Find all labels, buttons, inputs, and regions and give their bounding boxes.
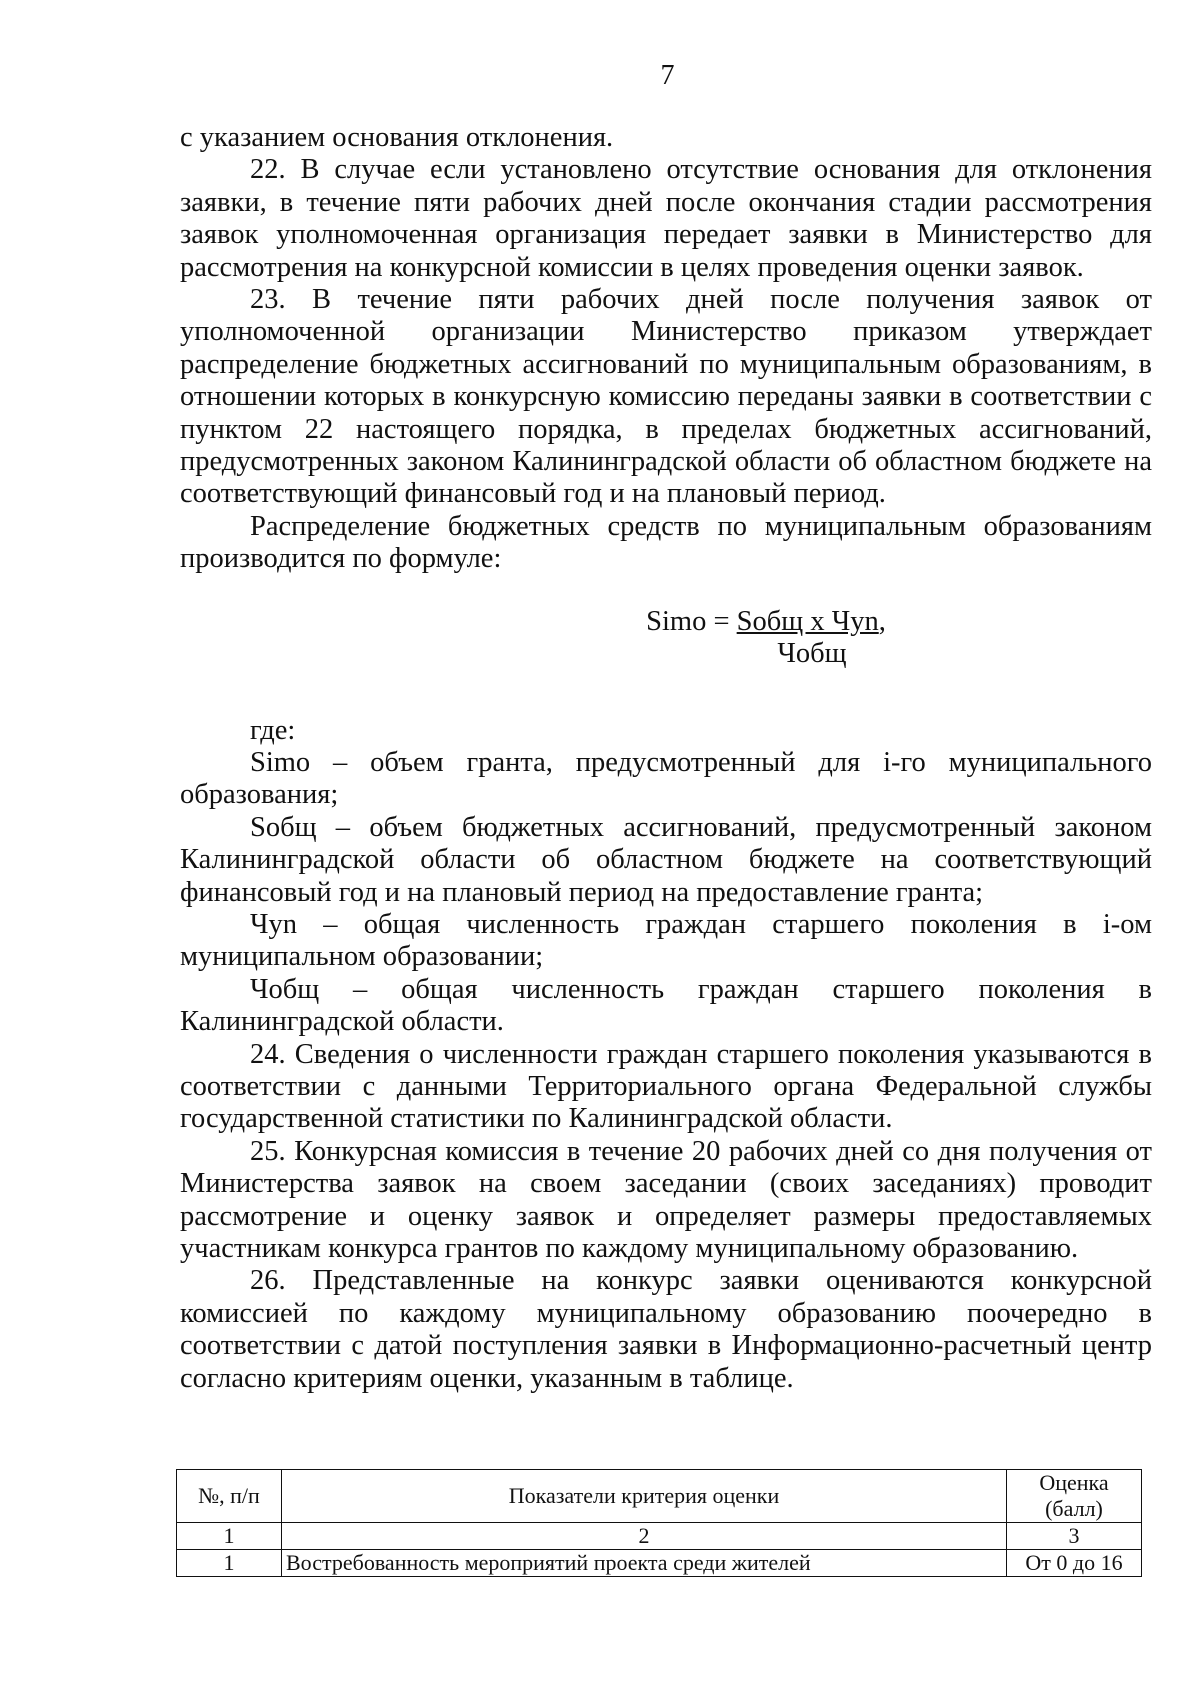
table-header-row xyxy=(177,1470,1142,1523)
page-number: 7 xyxy=(660,60,675,91)
header-score: Оценка (балл) xyxy=(1007,1470,1142,1523)
paragraph-25: 25. Конкурсная комиссия в течение 20 рабочих дней со дня получения от Министерства заявок на своем заседании (своих заседаниях) проводит рассмотрение и оценку заявок и определяет размеры предоставляемых участникам конкурса грантов по каждому муниципальному образованию. xyxy=(180,1135,1152,1264)
formula-top-line xyxy=(646,606,886,638)
paragraph-24: 24. Сведения о численности граждан старшего поколения указываются в соответствии с данными Территориального органа Федеральной службы государственной статистики по Калининградской области. xyxy=(180,1038,1152,1135)
definition-simo: Simo – объем гранта, предусмотренный для i-го муниципального образования; xyxy=(180,746,1152,811)
table-row xyxy=(177,1550,1142,1577)
row-criteria: Востребованность мероприятий проекта среди жителей xyxy=(282,1550,1007,1577)
row-number: 1 xyxy=(177,1550,282,1577)
criteria-table xyxy=(176,1469,1142,1577)
header-criteria: Показатели критерия оценки xyxy=(282,1470,1007,1523)
definition-sobsh: Sобщ – объем бюджетных ассигнований, предусмотренный законом Калининградской области об областном бюджете на соответствующий финансовый год и на плановый период на предоставление гранта; xyxy=(180,811,1152,908)
table-column-numbers-row xyxy=(177,1523,1142,1550)
paragraph-23: 23. В течение пяти рабочих дней после получения заявок от уполномоченной организации Министерство приказом утверждает распределение бюджетных ассигнований по муниципальным образованиям, в отношении которых в конкурсную комиссию переданы заявки в соответствии с пунктом 22 настоящего порядка, в пределах бюджетных ассигнований, предусмотренных законом Калининградской области об областном бюджете на соответствующий финансовый год и на плановый период. xyxy=(180,284,1152,510)
formula-numerator: Sобщ x Чуn xyxy=(736,605,879,637)
column-number-3: 3 xyxy=(1007,1523,1142,1550)
row-score: От 0 до 16 xyxy=(1007,1550,1142,1577)
column-number-2: 2 xyxy=(282,1523,1007,1550)
document-body xyxy=(180,122,1152,1395)
header-number: №, п/п xyxy=(177,1470,282,1523)
formula xyxy=(180,606,1152,671)
paragraph-26: 26. Представленные на конкурс заявки оцениваются конкурсной комиссией по каждому муниципальному образованию поочередно в соответствии с датой поступления заявки в Информационно-расчетный центр согласно критериям оценки, указанным в таблице. xyxy=(180,1265,1152,1394)
formula-comma: , xyxy=(878,605,886,637)
paragraph-22: 22. В случае если установлено отсутствие основания для отклонения заявки, в течение пяти рабочих дней после окончания стадии рассмотрения заявок уполномоченная организация передает заявки в Министерство для рассмотрения на конкурсной комиссии в целях проведения оценки заявок. xyxy=(180,154,1152,283)
column-number-1: 1 xyxy=(177,1523,282,1550)
paragraph-distribution: Распределение бюджетных средств по муниципальным образованиям производится по формуле: xyxy=(180,510,1152,575)
paragraph-continuation: с указанием основания отклонения. xyxy=(180,122,614,153)
formula-denominator: Чобщ xyxy=(777,638,847,670)
formula-fraction xyxy=(646,606,886,671)
paragraph-where: где: xyxy=(250,714,296,746)
formula-lhs: Simo = xyxy=(646,605,737,637)
definition-chun: Чуn – общая численность граждан старшего поколения в i-ом муниципальном образовании; xyxy=(180,908,1152,973)
definition-chobsh: Чобщ – общая численность граждан старшего поколения в Калининградской области. xyxy=(180,973,1152,1038)
